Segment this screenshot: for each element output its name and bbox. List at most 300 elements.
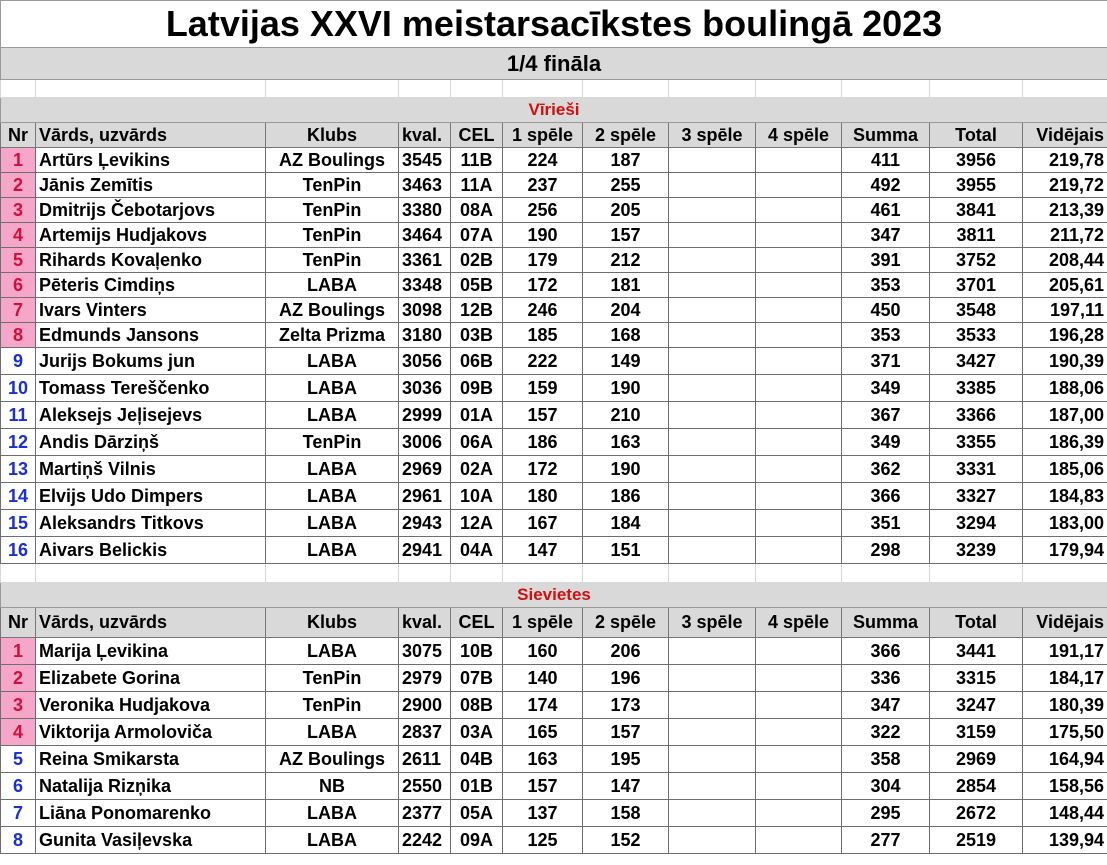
table-row bbox=[1, 510, 1107, 537]
cell-club: Zelta Prizma bbox=[266, 323, 399, 348]
table-row bbox=[1, 800, 1107, 827]
cell-avg: 175,50 bbox=[1023, 719, 1107, 746]
cell-kval: 2377 bbox=[399, 800, 451, 827]
cell-g3 bbox=[669, 665, 756, 692]
cell-kval: 3036 bbox=[399, 375, 451, 402]
cell-kval: 3348 bbox=[399, 273, 451, 298]
cell-g1: 157 bbox=[503, 402, 583, 429]
column-header-cel: CEL bbox=[451, 608, 503, 638]
table-row bbox=[1, 665, 1107, 692]
cell-g2: 210 bbox=[583, 402, 669, 429]
cell-summa: 362 bbox=[842, 456, 930, 483]
cell-name: Aleksandrs Titkovs bbox=[36, 510, 266, 537]
cell-summa: 304 bbox=[842, 773, 930, 800]
cell-nr: 1 bbox=[1, 148, 36, 173]
cell-g1: 222 bbox=[503, 348, 583, 375]
cell-g4 bbox=[756, 692, 842, 719]
cell-g1: 147 bbox=[503, 537, 583, 564]
cell-g2: 152 bbox=[583, 827, 669, 854]
cell-club: TenPin bbox=[266, 665, 399, 692]
cell-name: Dmitrijs Čebotarjovs bbox=[36, 198, 266, 223]
cell-g2: 147 bbox=[583, 773, 669, 800]
column-header-name: Vārds, uzvārds bbox=[36, 123, 266, 148]
cell-club: LABA bbox=[266, 510, 399, 537]
cell-g3 bbox=[669, 800, 756, 827]
cell-g4 bbox=[756, 665, 842, 692]
column-header-g3: 3 spēle bbox=[669, 608, 756, 638]
table-row bbox=[1, 456, 1107, 483]
cell-summa: 353 bbox=[842, 323, 930, 348]
round-subtitle: 1/4 fināla bbox=[1, 48, 1107, 80]
table-row bbox=[1, 375, 1107, 402]
cell-avg: 179,94 bbox=[1023, 537, 1107, 564]
table-row bbox=[1, 638, 1107, 665]
cell-total: 3327 bbox=[930, 483, 1023, 510]
table-row bbox=[1, 827, 1107, 854]
cell-nr: 6 bbox=[1, 273, 36, 298]
cell-total: 3315 bbox=[930, 665, 1023, 692]
section-title-men: Vīrieši bbox=[1, 98, 1107, 123]
cell-nr: 13 bbox=[1, 456, 36, 483]
cell-cel: 05A bbox=[451, 800, 503, 827]
cell-g1: 163 bbox=[503, 746, 583, 773]
cell-name: Reina Smikarsta bbox=[36, 746, 266, 773]
cell-g4 bbox=[756, 173, 842, 198]
cell-g4 bbox=[756, 719, 842, 746]
cell-name: Jurijs Bokums jun bbox=[36, 348, 266, 375]
cell-g3 bbox=[669, 429, 756, 456]
table-row bbox=[1, 429, 1107, 456]
cell-cel: 09B bbox=[451, 375, 503, 402]
cell-name: Edmunds Jansons bbox=[36, 323, 266, 348]
section-title-women: Sievietes bbox=[1, 583, 1107, 608]
column-header-g1: 1 spēle bbox=[503, 608, 583, 638]
cell-avg: 164,94 bbox=[1023, 746, 1107, 773]
cell-g1: 190 bbox=[503, 223, 583, 248]
cell-avg: 190,39 bbox=[1023, 348, 1107, 375]
cell-g2: 196 bbox=[583, 665, 669, 692]
cell-g1: 140 bbox=[503, 665, 583, 692]
cell-cel: 04B bbox=[451, 746, 503, 773]
cell-summa: 322 bbox=[842, 719, 930, 746]
cell-name: Elvijs Udo Dimpers bbox=[36, 483, 266, 510]
cell-name: Natalija Rizņika bbox=[36, 773, 266, 800]
cell-g4 bbox=[756, 248, 842, 273]
cell-g4 bbox=[756, 323, 842, 348]
cell-name: Veronika Hudjakova bbox=[36, 692, 266, 719]
cell-name: Tomass Tereščenko bbox=[36, 375, 266, 402]
cell-club: LABA bbox=[266, 638, 399, 665]
column-header-summa: Summa bbox=[842, 608, 930, 638]
cell-cel: 11A bbox=[451, 173, 503, 198]
cell-cel: 10A bbox=[451, 483, 503, 510]
cell-club: TenPin bbox=[266, 692, 399, 719]
cell-club: LABA bbox=[266, 456, 399, 483]
cell-g1: 180 bbox=[503, 483, 583, 510]
cell-avg: 180,39 bbox=[1023, 692, 1107, 719]
cell-g2: 212 bbox=[583, 248, 669, 273]
cell-g2: 205 bbox=[583, 198, 669, 223]
cell-g1: 246 bbox=[503, 298, 583, 323]
cell-cel: 03A bbox=[451, 719, 503, 746]
cell-name: Artūrs Ļevikins bbox=[36, 148, 266, 173]
cell-summa: 349 bbox=[842, 429, 930, 456]
cell-total: 3159 bbox=[930, 719, 1023, 746]
cell-g3 bbox=[669, 323, 756, 348]
cell-g3 bbox=[669, 148, 756, 173]
column-header-name: Vārds, uzvārds bbox=[36, 608, 266, 638]
cell-total: 3385 bbox=[930, 375, 1023, 402]
cell-kval: 2943 bbox=[399, 510, 451, 537]
cell-kval: 2837 bbox=[399, 719, 451, 746]
cell-cel: 06A bbox=[451, 429, 503, 456]
cell-total: 2672 bbox=[930, 800, 1023, 827]
cell-avg: 219,78 bbox=[1023, 148, 1107, 173]
table-row bbox=[1, 173, 1107, 198]
cell-g2: 157 bbox=[583, 719, 669, 746]
cell-kval: 3463 bbox=[399, 173, 451, 198]
cell-nr: 5 bbox=[1, 248, 36, 273]
cell-avg: 219,72 bbox=[1023, 173, 1107, 198]
cell-g3 bbox=[669, 173, 756, 198]
cell-name: Elizabete Gorina bbox=[36, 665, 266, 692]
cell-g1: 237 bbox=[503, 173, 583, 198]
cell-club: NB bbox=[266, 773, 399, 800]
cell-name: Ivars Vinters bbox=[36, 298, 266, 323]
cell-g4 bbox=[756, 375, 842, 402]
cell-avg: 184,83 bbox=[1023, 483, 1107, 510]
cell-total: 3701 bbox=[930, 273, 1023, 298]
cell-g2: 187 bbox=[583, 148, 669, 173]
cell-g1: 159 bbox=[503, 375, 583, 402]
cell-club: TenPin bbox=[266, 429, 399, 456]
cell-g2: 184 bbox=[583, 510, 669, 537]
page-title: Latvijas XXVI meistarsacīkstes boulingā 2023 bbox=[1, 1, 1107, 48]
cell-g2: 204 bbox=[583, 298, 669, 323]
cell-kval: 3361 bbox=[399, 248, 451, 273]
cell-g4 bbox=[756, 298, 842, 323]
cell-avg: 186,39 bbox=[1023, 429, 1107, 456]
cell-club: LABA bbox=[266, 827, 399, 854]
cell-avg: 185,06 bbox=[1023, 456, 1107, 483]
cell-name: Gunita Vasiļevska bbox=[36, 827, 266, 854]
cell-total: 3956 bbox=[930, 148, 1023, 173]
column-header-g2: 2 spēle bbox=[583, 123, 669, 148]
cell-g2: 255 bbox=[583, 173, 669, 198]
cell-g4 bbox=[756, 510, 842, 537]
cell-total: 3366 bbox=[930, 402, 1023, 429]
cell-kval: 3075 bbox=[399, 638, 451, 665]
cell-kval: 3180 bbox=[399, 323, 451, 348]
cell-club: LABA bbox=[266, 402, 399, 429]
cell-avg: 188,06 bbox=[1023, 375, 1107, 402]
cell-avg: 211,72 bbox=[1023, 223, 1107, 248]
cell-g1: 256 bbox=[503, 198, 583, 223]
table-row bbox=[1, 273, 1107, 298]
cell-g4 bbox=[756, 223, 842, 248]
cell-g4 bbox=[756, 456, 842, 483]
cell-g1: 125 bbox=[503, 827, 583, 854]
cell-g2: 158 bbox=[583, 800, 669, 827]
cell-club: LABA bbox=[266, 375, 399, 402]
column-header-total: Total bbox=[930, 608, 1023, 638]
cell-g4 bbox=[756, 827, 842, 854]
column-header-nr: Nr bbox=[1, 123, 36, 148]
table-row bbox=[1, 773, 1107, 800]
cell-nr: 3 bbox=[1, 692, 36, 719]
spacer-row bbox=[1, 80, 1107, 98]
cell-club: LABA bbox=[266, 537, 399, 564]
cell-nr: 16 bbox=[1, 537, 36, 564]
cell-cel: 12A bbox=[451, 510, 503, 537]
table-row bbox=[1, 198, 1107, 223]
cell-g3 bbox=[669, 402, 756, 429]
cell-summa: 295 bbox=[842, 800, 930, 827]
cell-club: TenPin bbox=[266, 248, 399, 273]
cell-g1: 179 bbox=[503, 248, 583, 273]
cell-summa: 351 bbox=[842, 510, 930, 537]
table-row bbox=[1, 223, 1107, 248]
cell-name: Rihards Kovaļenko bbox=[36, 248, 266, 273]
cell-total: 3441 bbox=[930, 638, 1023, 665]
cell-avg: 187,00 bbox=[1023, 402, 1107, 429]
cell-g2: 149 bbox=[583, 348, 669, 375]
cell-cel: 01B bbox=[451, 773, 503, 800]
cell-g2: 157 bbox=[583, 223, 669, 248]
cell-kval: 2979 bbox=[399, 665, 451, 692]
cell-kval: 2900 bbox=[399, 692, 451, 719]
cell-cel: 01A bbox=[451, 402, 503, 429]
cell-cel: 08B bbox=[451, 692, 503, 719]
cell-g1: 137 bbox=[503, 800, 583, 827]
cell-summa: 358 bbox=[842, 746, 930, 773]
cell-total: 3239 bbox=[930, 537, 1023, 564]
cell-total: 3355 bbox=[930, 429, 1023, 456]
cell-nr: 10 bbox=[1, 375, 36, 402]
cell-cel: 02B bbox=[451, 248, 503, 273]
cell-summa: 277 bbox=[842, 827, 930, 854]
cell-nr: 15 bbox=[1, 510, 36, 537]
cell-g3 bbox=[669, 773, 756, 800]
cell-g3 bbox=[669, 273, 756, 298]
cell-g3 bbox=[669, 223, 756, 248]
cell-avg: 139,94 bbox=[1023, 827, 1107, 854]
cell-g1: 165 bbox=[503, 719, 583, 746]
cell-club: LABA bbox=[266, 719, 399, 746]
cell-total: 3811 bbox=[930, 223, 1023, 248]
cell-g3 bbox=[669, 483, 756, 510]
column-header-club: Klubs bbox=[266, 123, 399, 148]
cell-cel: 04A bbox=[451, 537, 503, 564]
cell-total: 3331 bbox=[930, 456, 1023, 483]
cell-summa: 347 bbox=[842, 223, 930, 248]
column-header-avg: Vidējais bbox=[1023, 123, 1107, 148]
table-row bbox=[1, 746, 1107, 773]
cell-total: 3427 bbox=[930, 348, 1023, 375]
cell-club: LABA bbox=[266, 483, 399, 510]
cell-g1: 172 bbox=[503, 456, 583, 483]
table-row bbox=[1, 148, 1107, 173]
cell-g2: 195 bbox=[583, 746, 669, 773]
cell-g3 bbox=[669, 692, 756, 719]
column-header-nr: Nr bbox=[1, 608, 36, 638]
cell-nr: 6 bbox=[1, 773, 36, 800]
cell-summa: 347 bbox=[842, 692, 930, 719]
table-row bbox=[1, 323, 1107, 348]
cell-kval: 3098 bbox=[399, 298, 451, 323]
cell-g3 bbox=[669, 537, 756, 564]
cell-g3 bbox=[669, 719, 756, 746]
cell-cel: 06B bbox=[451, 348, 503, 375]
cell-g3 bbox=[669, 746, 756, 773]
cell-total: 3533 bbox=[930, 323, 1023, 348]
cell-nr: 2 bbox=[1, 173, 36, 198]
cell-g3 bbox=[669, 198, 756, 223]
cell-avg: 208,44 bbox=[1023, 248, 1107, 273]
cell-summa: 450 bbox=[842, 298, 930, 323]
table-row bbox=[1, 348, 1107, 375]
cell-kval: 3464 bbox=[399, 223, 451, 248]
cell-name: Marija Ļevikina bbox=[36, 638, 266, 665]
cell-club: AZ Boulings bbox=[266, 148, 399, 173]
column-header-row bbox=[1, 123, 1107, 148]
spacer-row bbox=[1, 564, 1107, 583]
cell-summa: 492 bbox=[842, 173, 930, 198]
cell-avg: 148,44 bbox=[1023, 800, 1107, 827]
cell-avg: 197,11 bbox=[1023, 298, 1107, 323]
cell-g4 bbox=[756, 273, 842, 298]
cell-summa: 367 bbox=[842, 402, 930, 429]
cell-kval: 2941 bbox=[399, 537, 451, 564]
cell-name: Andis Dārziņš bbox=[36, 429, 266, 456]
cell-g1: 167 bbox=[503, 510, 583, 537]
cell-g4 bbox=[756, 746, 842, 773]
cell-nr: 2 bbox=[1, 665, 36, 692]
cell-cel: 07B bbox=[451, 665, 503, 692]
cell-total: 2854 bbox=[930, 773, 1023, 800]
table-row bbox=[1, 402, 1107, 429]
cell-kval: 2961 bbox=[399, 483, 451, 510]
cell-g4 bbox=[756, 773, 842, 800]
cell-g2: 190 bbox=[583, 456, 669, 483]
cell-g1: 160 bbox=[503, 638, 583, 665]
cell-avg: 183,00 bbox=[1023, 510, 1107, 537]
column-header-avg: Vidējais bbox=[1023, 608, 1107, 638]
column-header-cel: CEL bbox=[451, 123, 503, 148]
cell-total: 3294 bbox=[930, 510, 1023, 537]
cell-cel: 07A bbox=[451, 223, 503, 248]
cell-cel: 08A bbox=[451, 198, 503, 223]
cell-g4 bbox=[756, 402, 842, 429]
cell-g3 bbox=[669, 456, 756, 483]
cell-summa: 461 bbox=[842, 198, 930, 223]
cell-g4 bbox=[756, 348, 842, 375]
cell-summa: 349 bbox=[842, 375, 930, 402]
cell-g4 bbox=[756, 483, 842, 510]
cell-g1: 174 bbox=[503, 692, 583, 719]
cell-nr: 11 bbox=[1, 402, 36, 429]
cell-avg: 196,28 bbox=[1023, 323, 1107, 348]
cell-g1: 172 bbox=[503, 273, 583, 298]
cell-summa: 353 bbox=[842, 273, 930, 298]
table-row bbox=[1, 537, 1107, 564]
cell-summa: 391 bbox=[842, 248, 930, 273]
cell-name: Aleksejs Jeļisejevs bbox=[36, 402, 266, 429]
cell-name: Jānis Zemītis bbox=[36, 173, 266, 198]
cell-nr: 5 bbox=[1, 746, 36, 773]
column-header-total: Total bbox=[930, 123, 1023, 148]
cell-g1: 185 bbox=[503, 323, 583, 348]
column-header-g2: 2 spēle bbox=[583, 608, 669, 638]
cell-club: TenPin bbox=[266, 223, 399, 248]
cell-nr: 7 bbox=[1, 298, 36, 323]
cell-club: TenPin bbox=[266, 173, 399, 198]
cell-g3 bbox=[669, 375, 756, 402]
column-header-kval: kval. bbox=[399, 123, 451, 148]
cell-cel: 10B bbox=[451, 638, 503, 665]
cell-summa: 298 bbox=[842, 537, 930, 564]
cell-nr: 14 bbox=[1, 483, 36, 510]
column-header-row bbox=[1, 608, 1107, 638]
cell-club: LABA bbox=[266, 800, 399, 827]
cell-g2: 181 bbox=[583, 273, 669, 298]
cell-avg: 213,39 bbox=[1023, 198, 1107, 223]
cell-cel: 02A bbox=[451, 456, 503, 483]
cell-nr: 9 bbox=[1, 348, 36, 375]
cell-nr: 4 bbox=[1, 223, 36, 248]
cell-g4 bbox=[756, 537, 842, 564]
cell-nr: 8 bbox=[1, 827, 36, 854]
cell-name: Viktorija Armoloviča bbox=[36, 719, 266, 746]
cell-g4 bbox=[756, 429, 842, 456]
cell-name: Artemijs Hudjakovs bbox=[36, 223, 266, 248]
cell-g2: 163 bbox=[583, 429, 669, 456]
cell-club: TenPin bbox=[266, 198, 399, 223]
cell-nr: 7 bbox=[1, 800, 36, 827]
cell-g2: 206 bbox=[583, 638, 669, 665]
cell-total: 3841 bbox=[930, 198, 1023, 223]
cell-summa: 366 bbox=[842, 638, 930, 665]
cell-total: 3955 bbox=[930, 173, 1023, 198]
cell-avg: 205,61 bbox=[1023, 273, 1107, 298]
cell-g2: 151 bbox=[583, 537, 669, 564]
cell-cel: 09A bbox=[451, 827, 503, 854]
cell-kval: 2611 bbox=[399, 746, 451, 773]
column-header-g1: 1 spēle bbox=[503, 123, 583, 148]
cell-kval: 3545 bbox=[399, 148, 451, 173]
cell-g2: 168 bbox=[583, 323, 669, 348]
cell-g1: 186 bbox=[503, 429, 583, 456]
cell-club: AZ Boulings bbox=[266, 746, 399, 773]
cell-nr: 12 bbox=[1, 429, 36, 456]
cell-name: Aivars Belickis bbox=[36, 537, 266, 564]
cell-g3 bbox=[669, 827, 756, 854]
cell-club: LABA bbox=[266, 348, 399, 375]
cell-avg: 158,56 bbox=[1023, 773, 1107, 800]
cell-name: Pēteris Cimdiņs bbox=[36, 273, 266, 298]
cell-cel: 03B bbox=[451, 323, 503, 348]
table-row bbox=[1, 298, 1107, 323]
cell-cel: 11B bbox=[451, 148, 503, 173]
cell-nr: 1 bbox=[1, 638, 36, 665]
cell-g4 bbox=[756, 800, 842, 827]
cell-g4 bbox=[756, 198, 842, 223]
cell-summa: 336 bbox=[842, 665, 930, 692]
cell-g3 bbox=[669, 248, 756, 273]
cell-summa: 371 bbox=[842, 348, 930, 375]
cell-g2: 173 bbox=[583, 692, 669, 719]
cell-name: Liāna Ponomarenko bbox=[36, 800, 266, 827]
